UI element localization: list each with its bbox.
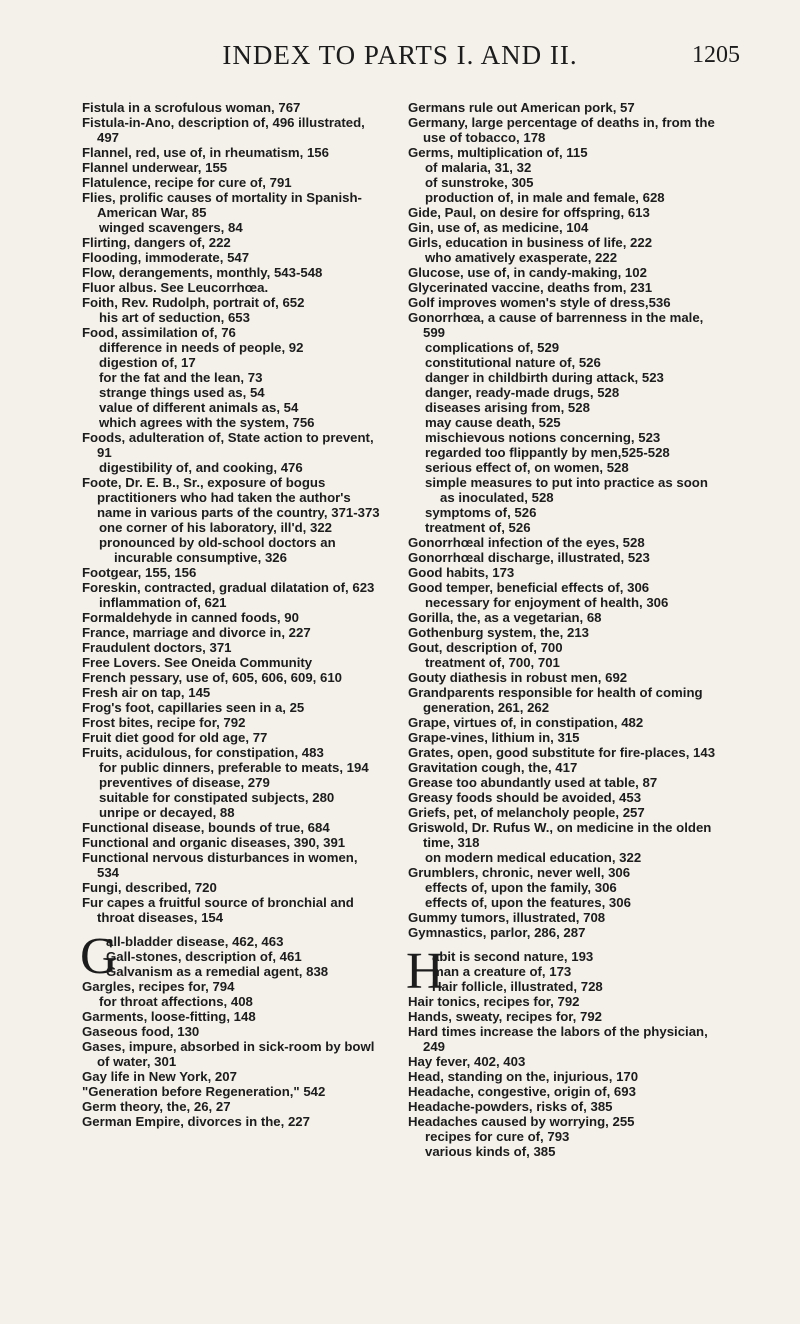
index-entry: Fresh air on tap, 145 bbox=[82, 685, 211, 700]
index-entry: Free Lovers. See Oneida Community bbox=[82, 655, 313, 670]
index-entry: Gravitation cough, the, 417 bbox=[408, 760, 578, 775]
index-subentry: regarded too flippantly by men,525-528 bbox=[425, 445, 670, 460]
index-entry: Gorilla, the, as a vegetarian, 68 bbox=[408, 610, 602, 625]
index-entry: Gaseous food, 130 bbox=[82, 1024, 200, 1039]
index-entry: Gargles, recipes for, 794 bbox=[82, 979, 235, 994]
index-subentry: of sunstroke, 305 bbox=[425, 175, 534, 190]
index-subentry: pronounced by old-school doctors an incurable consumptive, 326 bbox=[99, 535, 336, 565]
index-entry: Food, assimilation of, 76 bbox=[82, 325, 236, 340]
index-entry: Flirting, dangers of, 222 bbox=[82, 235, 231, 250]
index-entry: Fungi, described, 720 bbox=[82, 880, 217, 895]
index-entry: Functional nervous disturbances in women, 534 bbox=[82, 850, 358, 880]
index-entry: Headache-powders, risks of, 385 bbox=[408, 1099, 613, 1114]
index-subentry: digestion of, 17 bbox=[99, 355, 196, 370]
index-entry: Germ theory, the, 26, 27 bbox=[82, 1099, 231, 1114]
index-entry: Hay fever, 402, 403 bbox=[408, 1054, 526, 1069]
index-subentry: effects of, upon the features, 306 bbox=[425, 895, 631, 910]
index-entry: Fistula in a scrofulous woman, 767 bbox=[82, 100, 301, 115]
index-subentry: inflammation of, 621 bbox=[99, 595, 227, 610]
index-subentry: digestibility of, and cooking, 476 bbox=[99, 460, 303, 475]
index-entry: Hair tonics, recipes for, 792 bbox=[408, 994, 580, 1009]
index-subentry: preventives of disease, 279 bbox=[99, 775, 270, 790]
index-entry: Fluor albus. See Leucorrhœa. bbox=[82, 280, 269, 295]
index-entry: Gouty diathesis in robust men, 692 bbox=[408, 670, 628, 685]
index-subentry: mischievous notions concerning, 523 bbox=[425, 430, 661, 445]
index-entry: Grumblers, chronic, never well, 306 bbox=[408, 865, 631, 880]
index-entry: Griefs, pet, of melancholy people, 257 bbox=[408, 805, 645, 820]
index-entry: Flatulence, recipe for cure of, 791 bbox=[82, 175, 292, 190]
index-entry: Flannel underwear, 155 bbox=[82, 160, 228, 175]
index-entry: Griswold, Dr. Rufus W., on medicine in the olden time, 318 bbox=[408, 820, 712, 850]
index-column-right bbox=[408, 100, 726, 1159]
index-entry: Fur capes a fruitful source of bronchial and throat diseases, 154 bbox=[82, 895, 354, 925]
index-subentry: for public dinners, preferable to meats, 194 bbox=[99, 760, 369, 775]
index-entry: Flannel, red, use of, in rheumatism, 156 bbox=[82, 145, 329, 160]
index-entry: abit is second nature, 193 bbox=[432, 949, 594, 964]
index-entry: Gout, description of, 700 bbox=[408, 640, 563, 655]
index-entry: Golf improves women's style of dress,536 bbox=[408, 295, 671, 310]
index-entry: Frost bites, recipe for, 792 bbox=[82, 715, 246, 730]
index-subentry: unripe or decayed, 88 bbox=[99, 805, 235, 820]
index-subentry: effects of, upon the family, 306 bbox=[425, 880, 617, 895]
index-subentry: danger in childbirth during attack, 523 bbox=[425, 370, 664, 385]
index-entry: Gide, Paul, on desire for offspring, 613 bbox=[408, 205, 650, 220]
index-entry: Hair follicle, illustrated, 728 bbox=[432, 979, 603, 994]
drop-cap-h: H bbox=[406, 943, 444, 1000]
index-entry: Headaches caused by worrying, 255 bbox=[408, 1114, 635, 1129]
index-subentry: diseases arising from, 528 bbox=[425, 400, 590, 415]
index-subentry: recipes for cure of, 793 bbox=[425, 1129, 570, 1144]
index-entry: Fistula-in-Ano, description of, 496 illustrated, 497 bbox=[82, 115, 365, 145]
index-subentry: for throat affections, 408 bbox=[99, 994, 253, 1009]
index-entry: Gothenburg system, the, 213 bbox=[408, 625, 590, 640]
index-entry: Hands, sweaty, recipes for, 792 bbox=[408, 1009, 602, 1024]
index-entry: Functional disease, bounds of true, 684 bbox=[82, 820, 330, 835]
index-subentry: his art of seduction, 653 bbox=[99, 310, 250, 325]
index-column-left bbox=[82, 100, 382, 1129]
index-entry: Frog's foot, capillaries seen in a, 25 bbox=[82, 700, 305, 715]
index-entry: Germany, large percentage of deaths in, from the use of tobacco, 178 bbox=[408, 115, 715, 145]
index-entry: Grandparents responsible for health of coming generation, 261, 262 bbox=[408, 685, 703, 715]
index-subentry: strange things used as, 54 bbox=[99, 385, 265, 400]
index-entry: Grease too abundantly used at table, 87 bbox=[408, 775, 658, 790]
index-entry: Foote, Dr. E. B., Sr., exposure of bogus practitioners who had taken the author's name in various parts of the country, 371-373 bbox=[82, 475, 380, 520]
index-entry: France, marriage and divorce in, 227 bbox=[82, 625, 311, 640]
index-entry: Glucose, use of, in candy-making, 102 bbox=[408, 265, 647, 280]
index-subentry: difference in needs of people, 92 bbox=[99, 340, 304, 355]
index-entry: French pessary, use of, 605, 606, 609, 610 bbox=[82, 670, 342, 685]
index-subentry: for the fat and the lean, 73 bbox=[99, 370, 263, 385]
index-entry: Gonorrhœal discharge, illustrated, 523 bbox=[408, 550, 650, 565]
index-entry: Gay life in New York, 207 bbox=[82, 1069, 237, 1084]
index-subentry: one corner of his laboratory, ill'd, 322 bbox=[99, 520, 332, 535]
index-subentry: on modern medical education, 322 bbox=[425, 850, 642, 865]
index-entry: Flies, prolific causes of mortality in Spanish-American War, 85 bbox=[82, 190, 362, 220]
index-entry: Headache, congestive, origin of, 693 bbox=[408, 1084, 636, 1099]
index-subentry: symptoms of, 526 bbox=[425, 505, 537, 520]
index-subentry: winged scavengers, 84 bbox=[99, 220, 243, 235]
index-entry: Germs, multiplication of, 115 bbox=[408, 145, 588, 160]
index-subentry: may cause death, 525 bbox=[425, 415, 561, 430]
index-entry: Flow, derangements, monthly, 543-548 bbox=[82, 265, 323, 280]
index-entry: Fruits, acidulous, for constipation, 483 bbox=[82, 745, 324, 760]
index-entry: Girls, education in business of life, 222 bbox=[408, 235, 653, 250]
index-entry: German Empire, divorces in the, 227 bbox=[82, 1114, 310, 1129]
page-number: 1205 bbox=[692, 42, 740, 68]
index-subentry: constitutional nature of, 526 bbox=[425, 355, 601, 370]
running-title: INDEX TO PARTS I. AND II. bbox=[222, 40, 578, 70]
index-entry: Foreskin, contracted, gradual dilatation of, 623 bbox=[82, 580, 375, 595]
index-entry: Grape, virtues of, in constipation, 482 bbox=[408, 715, 644, 730]
index-entry: Gummy tumors, illustrated, 708 bbox=[408, 910, 606, 925]
index-entry: all-bladder disease, 462, 463 bbox=[106, 934, 284, 949]
index-subentry: various kinds of, 385 bbox=[425, 1144, 556, 1159]
index-entry: Gonorrhœal infection of the eyes, 528 bbox=[408, 535, 645, 550]
drop-cap-g: G bbox=[80, 928, 118, 985]
index-entry: Gases, impure, absorbed in sick-room by bowl of water, 301 bbox=[82, 1039, 375, 1069]
index-entry: Good temper, beneficial effects of, 306 bbox=[408, 580, 650, 595]
index-entry: Gonorrhœa, a cause of barrenness in the male, 599 bbox=[408, 310, 704, 340]
index-subentry: danger, ready-made drugs, 528 bbox=[425, 385, 620, 400]
letter-section-h bbox=[406, 943, 726, 1159]
index-entry: Foith, Rev. Rudolph, portrait of, 652 bbox=[82, 295, 305, 310]
index-subentry: suitable for constipated subjects, 280 bbox=[99, 790, 335, 805]
index-entry: Footgear, 155, 156 bbox=[82, 565, 197, 580]
index-entry: Germans rule out American pork, 57 bbox=[408, 100, 635, 115]
index-subentry: of malaria, 31, 32 bbox=[425, 160, 532, 175]
index-entry: "Generation before Regeneration," 542 bbox=[82, 1084, 326, 1099]
index-entry: Greasy foods should be avoided, 453 bbox=[408, 790, 642, 805]
index-subentry: production of, in male and female, 628 bbox=[425, 190, 665, 205]
index-entry: Gall-stones, description of, 461 bbox=[106, 949, 302, 964]
index-entry: Glycerinated vaccine, deaths from, 231 bbox=[408, 280, 653, 295]
index-entry: Hard times increase the labors of the physician, 249 bbox=[408, 1024, 708, 1054]
index-entry: Foods, adulteration of, State action to prevent, 91 bbox=[82, 430, 374, 460]
index-subentry: serious effect of, on women, 528 bbox=[425, 460, 629, 475]
page-header bbox=[0, 40, 800, 80]
index-subentry: treatment of, 526 bbox=[425, 520, 531, 535]
index-subentry: necessary for enjoyment of health, 306 bbox=[425, 595, 669, 610]
index-entry: Flooding, immoderate, 547 bbox=[82, 250, 250, 265]
index-entry: Fraudulent doctors, 371 bbox=[82, 640, 232, 655]
index-entry: Grates, open, good substitute for fire-places, 143 bbox=[408, 745, 716, 760]
index-entry: Fruit diet good for old age, 77 bbox=[82, 730, 268, 745]
index-entry: Formaldehyde in canned foods, 90 bbox=[82, 610, 299, 625]
index-entry: man a creature of, 173 bbox=[432, 964, 572, 979]
index-subentry: who amatively exasperate, 222 bbox=[425, 250, 618, 265]
index-subentry: treatment of, 700, 701 bbox=[425, 655, 560, 670]
index-subentry: simple measures to put into practice as soon as inoculated, 528 bbox=[425, 475, 708, 505]
index-subentry: which agrees with the system, 756 bbox=[99, 415, 315, 430]
index-entry: Galvanism as a remedial agent, 838 bbox=[106, 964, 329, 979]
index-entry: Gin, use of, as medicine, 104 bbox=[408, 220, 589, 235]
index-entry: Grape-vines, lithium in, 315 bbox=[408, 730, 580, 745]
index-entry: Head, standing on the, injurious, 170 bbox=[408, 1069, 639, 1084]
index-entry: Gymnastics, parlor, 286, 287 bbox=[408, 925, 586, 940]
index-subentry: value of different animals as, 54 bbox=[99, 400, 299, 415]
letter-section-g bbox=[80, 928, 382, 1129]
index-subentry: complications of, 529 bbox=[425, 340, 560, 355]
index-entry: Good habits, 173 bbox=[408, 565, 515, 580]
index-entry: Functional and organic diseases, 390, 391 bbox=[82, 835, 346, 850]
index-entry: Garments, loose-fitting, 148 bbox=[82, 1009, 256, 1024]
